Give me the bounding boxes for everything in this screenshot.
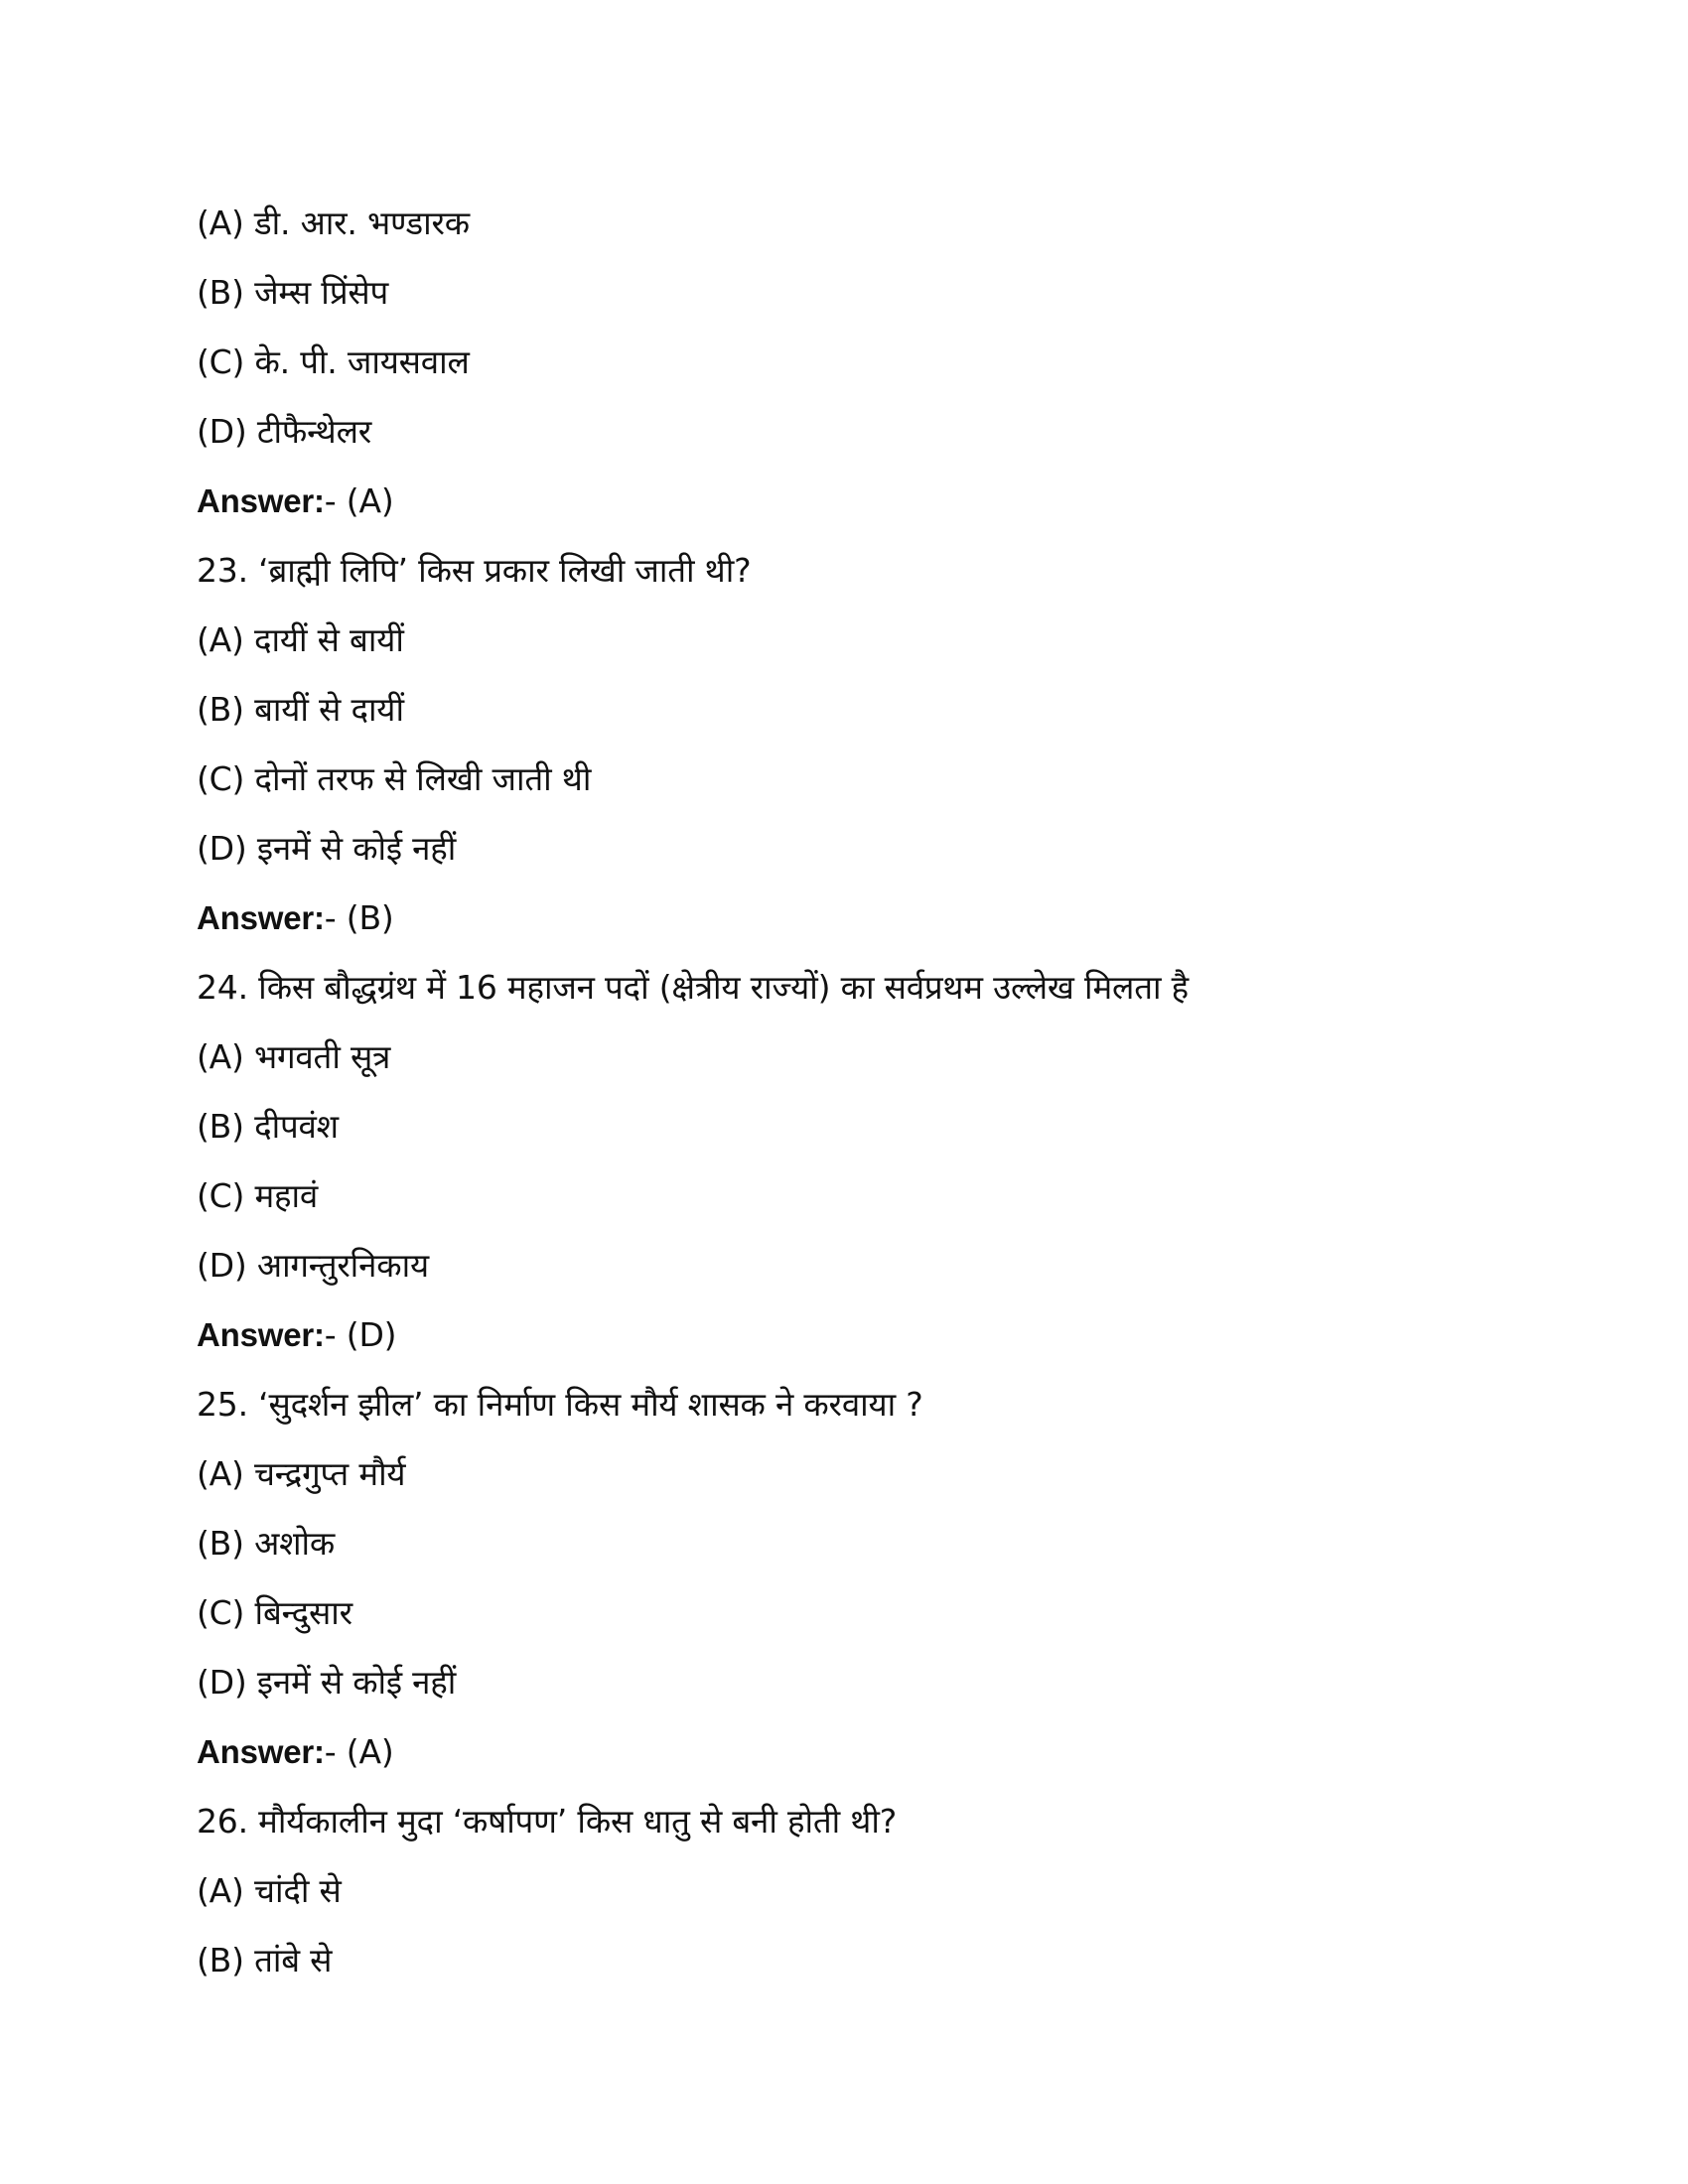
answer-value: - (B) — [324, 898, 394, 937]
option-line: (D) इनमें से कोई नहीं — [197, 1663, 457, 1702]
question-line: 26. मौर्यकालीन मुदा ‘कर्षापण’ किस धातु से बनी होती थी? — [197, 1802, 898, 1841]
option-line: (B) बायीं से दायीं — [197, 690, 404, 729]
answer-value: - (A) — [324, 1732, 394, 1771]
question-line: 25. ‘सुदर्शन झील’ का निर्माण किस मौर्य शासक ने करवाया ? — [197, 1385, 923, 1424]
document-page — [197, 189, 1507, 1995]
option-line: (D) इनमें से कोई नहीं — [197, 829, 457, 868]
answer-line — [197, 884, 1507, 953]
option-line: (A) चांदी से — [197, 1871, 342, 1910]
option-line: (C) दोनों तरफ से लिखी जाती थी — [197, 759, 592, 798]
answer-label: Answer: — [197, 482, 325, 519]
option-line: (B) दीपवंश — [197, 1107, 339, 1146]
question-line: 24. किस बौद्धग्रंथ में 16 महाजन पदों (क्षेत्रीय राज्यों) का सर्वप्रथम उल्लेख मिलता है — [197, 968, 1189, 1007]
option-line: (A) डी. आर. भण्डारक — [197, 204, 470, 242]
answer-line — [197, 467, 1507, 536]
answer-label: Answer: — [197, 899, 325, 936]
option-line: (C) महावं — [197, 1176, 319, 1215]
answer-label: Answer: — [197, 1733, 325, 1770]
option-line: (D) आगन्तुरनिकाय — [197, 1246, 429, 1285]
answer-line — [197, 1717, 1507, 1787]
option-line: (C) बिन्दुसार — [197, 1593, 352, 1632]
answer-value: - (D) — [324, 1315, 397, 1354]
option-line: (B) तांबे से — [197, 1941, 333, 1979]
option-line: (B) अशोक — [197, 1524, 336, 1563]
option-line: (A) भगवती सूत्र — [197, 1037, 391, 1076]
option-line: (A) चन्द्रगुप्त मौर्य — [197, 1454, 406, 1493]
question-line: 23. ‘ब्राह्मी लिपि’ किस प्रकार लिखी जाती थी? — [197, 551, 752, 590]
option-line: (D) टीफैन्थेलर — [197, 412, 372, 451]
answer-label: Answer: — [197, 1316, 325, 1353]
option-line: (A) दायीं से बायीं — [197, 620, 404, 659]
answer-line — [197, 1300, 1507, 1370]
answer-value: - (A) — [324, 481, 394, 520]
option-line: (C) के. पी. जायसवाल — [197, 342, 470, 381]
option-line: (B) जेम्स प्रिंसेप — [197, 273, 389, 312]
